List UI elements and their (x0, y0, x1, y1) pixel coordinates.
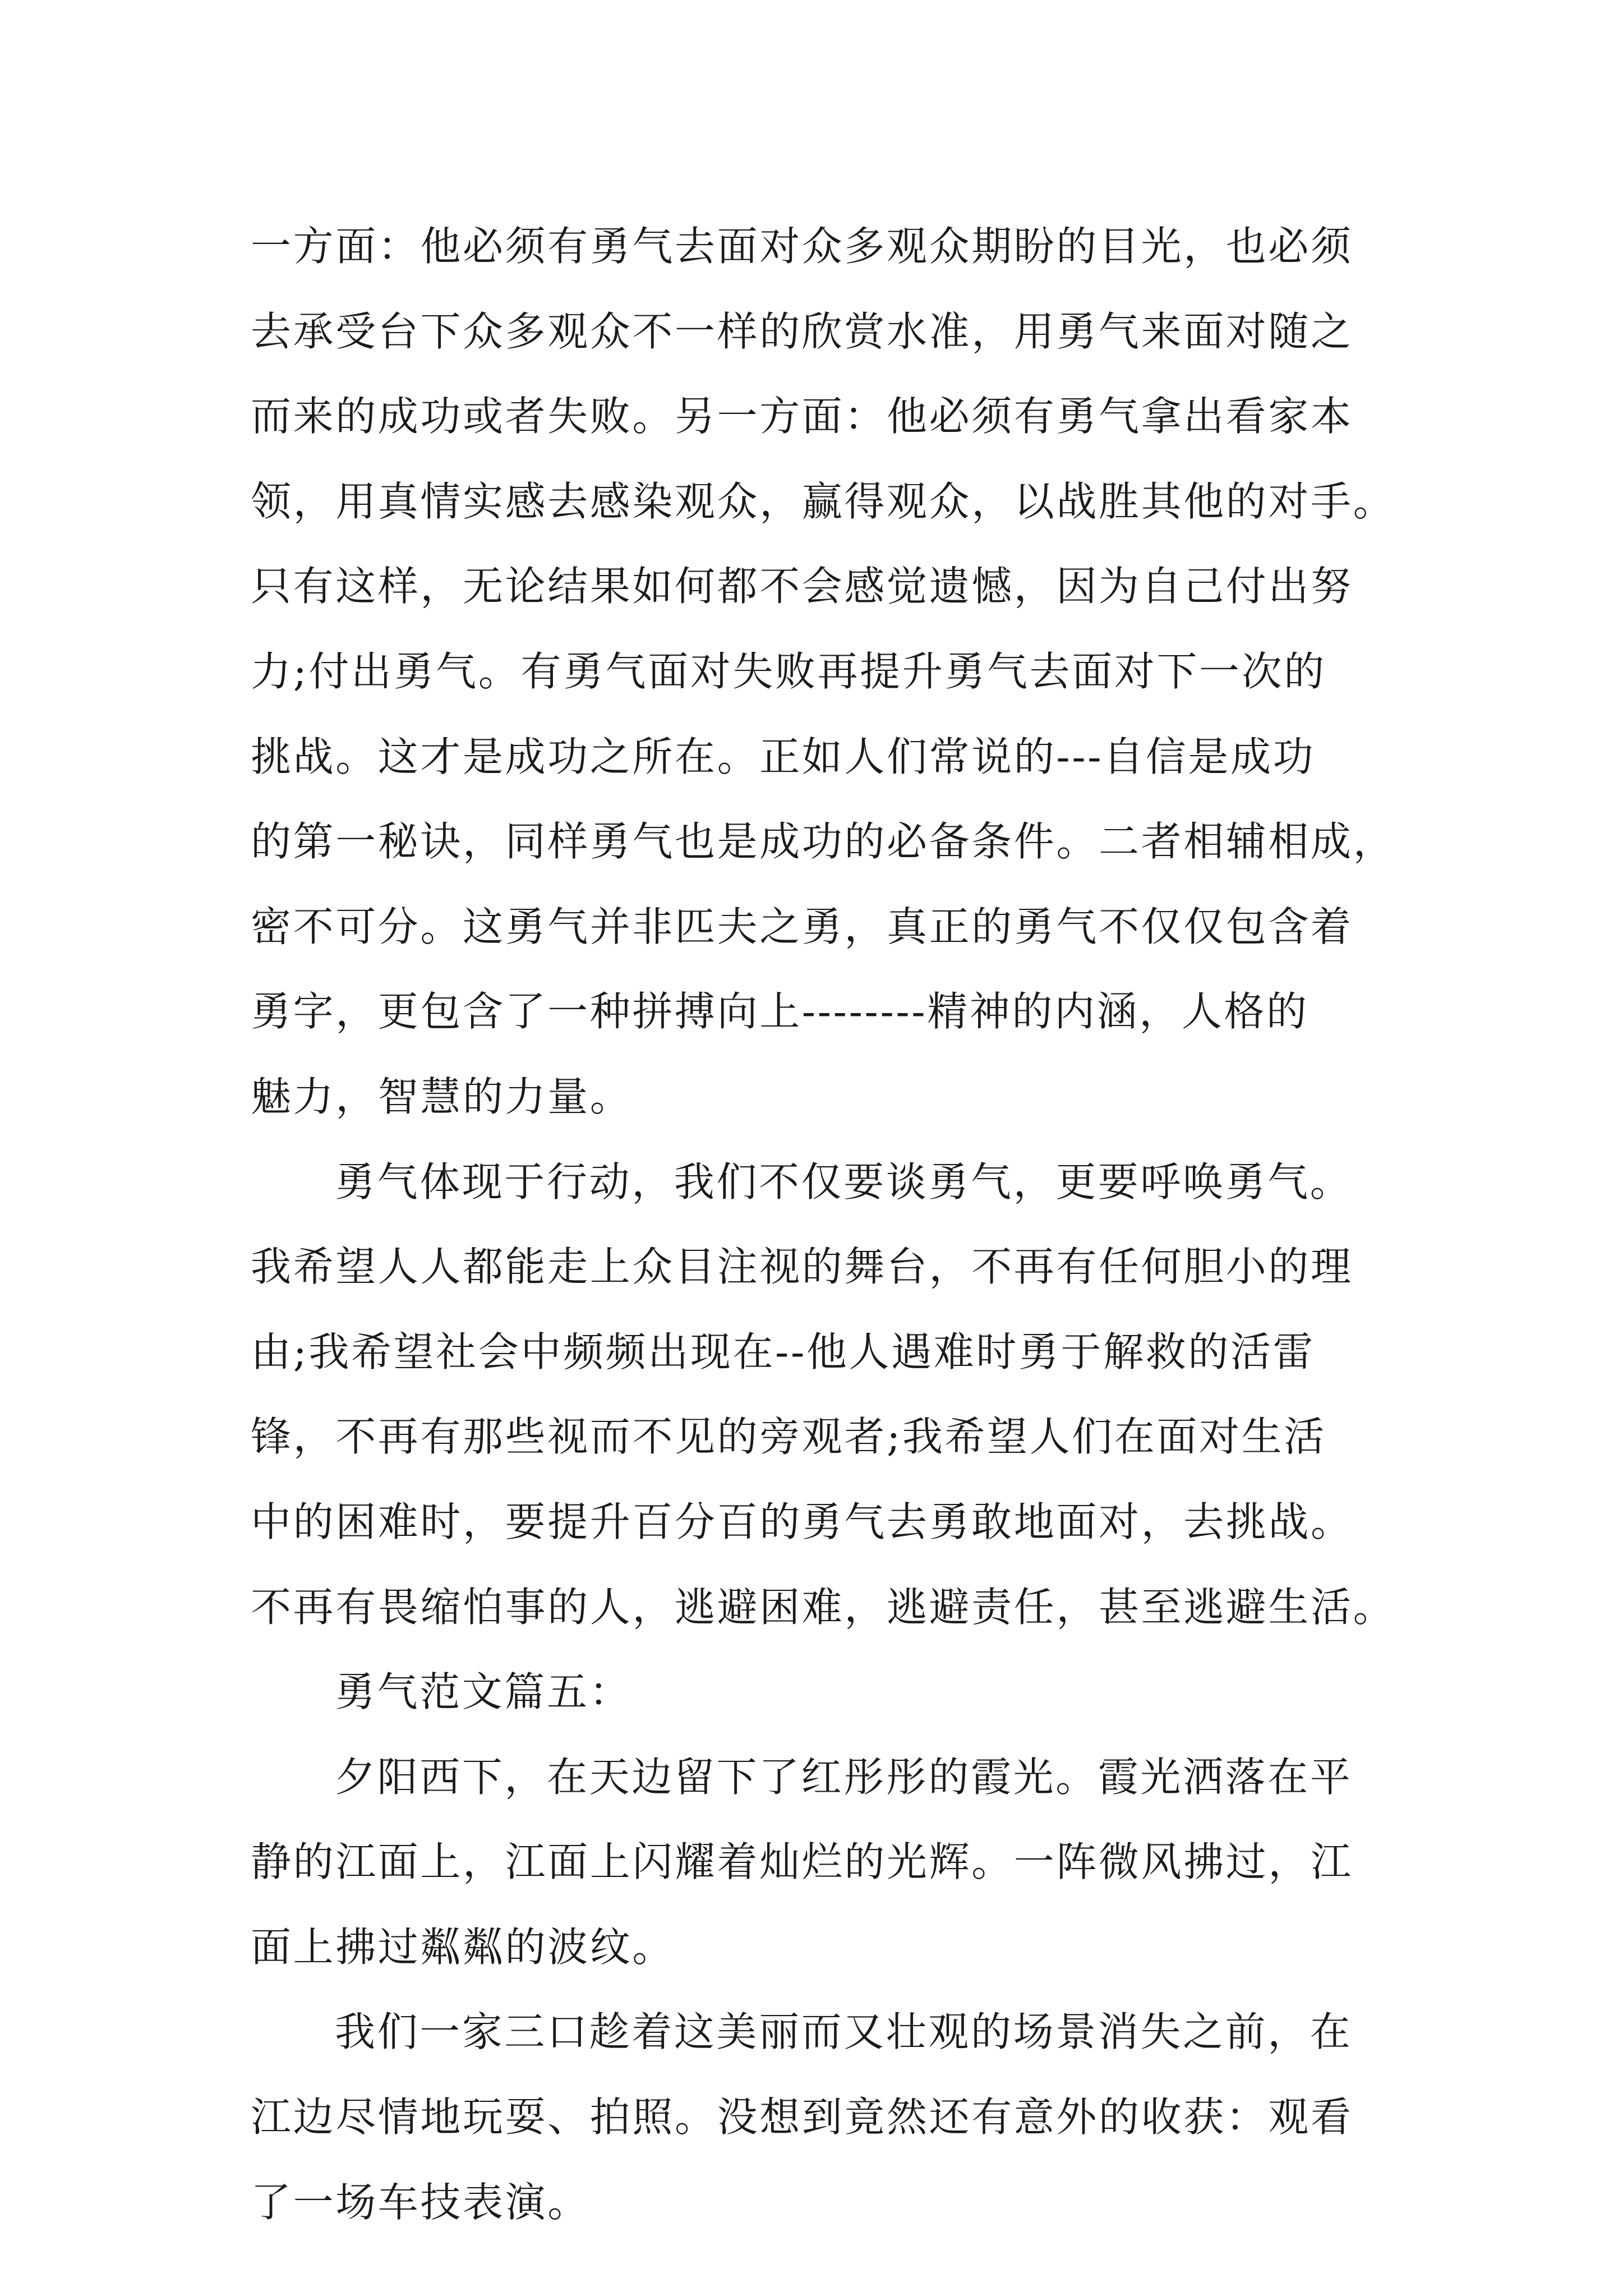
text-line: 面上拂过粼粼的波纹。 (251, 1923, 675, 1971)
paragraph-first-line: 我们一家三口趁着这美丽而又壮观的场景消失之前，在 (335, 2008, 1353, 2056)
text-line: 力;付出勇气。有勇气面对失败再提升勇气去面对下一次的 (251, 647, 1326, 695)
text-line: 魅力，智慧的力量。 (251, 1073, 633, 1120)
text-line: 不再有畏缩怕事的人，逃避困难，逃避责任，甚至逃避生活。 (251, 1583, 1396, 1631)
text-line: 静的江面上，江面上闪耀着灿烂的光辉。一阵微风拂过，江 (251, 1838, 1353, 1886)
text-line: 去承受台下众多观众不一样的欣赏水准，用勇气来面对随之 (251, 307, 1353, 355)
body-text (251, 204, 1396, 2245)
text-line: 中的困难时，要提升百分百的勇气去勇敢地面对，去挑战。 (251, 1498, 1353, 1545)
text-line: 锋，不再有那些视而不见的旁观者;我希望人们在面对生活 (251, 1413, 1326, 1461)
text-line: 勇字，更包含了一种拼搏向上--------精神的内涵，人格的 (251, 988, 1309, 1036)
text-line: 的第一秘诀，同样勇气也是成功的必备条件。二者相辅相成， (251, 818, 1396, 866)
text-line: 密不可分。这勇气并非匹夫之勇，真正的勇气不仅仅包含着 (251, 903, 1353, 950)
section-heading: 勇气范文篇五： (335, 1668, 632, 1716)
text-line: 挑战。这才是成功之所在。正如人们常说的---自信是成功 (251, 733, 1316, 780)
text-line: 而来的成功或者失败。另一方面：他必须有勇气拿出看家本 (251, 393, 1353, 440)
paragraph-first-line: 夕阳西下，在天边留下了红彤彤的霞光。霞光洒落在平 (335, 1753, 1353, 1801)
text-line: 由;我希望社会中频频出现在--他人遇难时勇于解救的活雷 (251, 1328, 1316, 1375)
text-line: 我希望人人都能走上众目注视的舞台，不再有任何胆小的理 (251, 1243, 1353, 1291)
text-line: 一方面：他必须有勇气去面对众多观众期盼的目光，也必须 (251, 223, 1353, 270)
text-line: 领，用真情实感去感染观众，赢得观众，以战胜其他的对手。 (251, 477, 1396, 525)
text-line: 江边尽情地玩耍、拍照。没想到竟然还有意外的收获：观看 (251, 2093, 1353, 2141)
text-line: 了一场车技表演。 (251, 2178, 590, 2226)
paragraph-first-line: 勇气体现于行动，我们不仅要谈勇气，更要呼唤勇气。 (335, 1158, 1353, 1205)
text-line: 只有这样，无论结果如何都不会感觉遗憾，因为自己付出努 (251, 563, 1353, 610)
